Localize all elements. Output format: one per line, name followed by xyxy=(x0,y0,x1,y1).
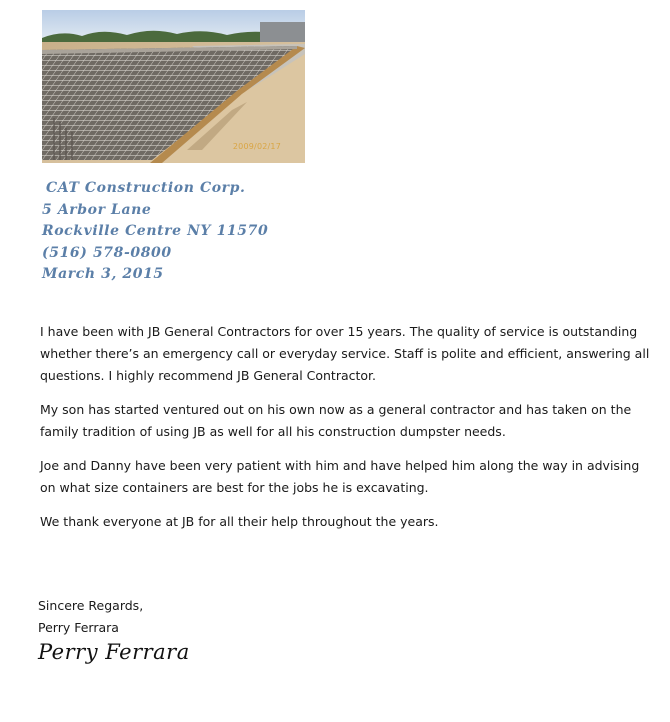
paragraph: Joe and Danny have been very patient with him and have helped him along the way in advising on what size containers are best for the jobs he is excavating. xyxy=(40,458,640,495)
street-address: 5 Arbor Lane xyxy=(42,201,152,218)
paragraph: We thank everyone at JB for all their help throughout the years. xyxy=(40,514,439,529)
letter-body xyxy=(40,321,654,545)
paragraph: My son has started ventured out on his own now as a general contractor and has taken on the family tradition of using JB as well for all his construction dumpster needs. xyxy=(40,402,632,439)
letterhead xyxy=(42,178,268,286)
phone-number: (516) 578-0800 xyxy=(42,244,172,261)
paragraph: I have been with JB General Contractors for over 15 years. The quality of service is outstanding whether there’s an emergency call or everyday service. Staff is polite and efficient, answering all questions. I highly recommend JB General Contractor. xyxy=(40,324,650,383)
closing xyxy=(38,595,143,639)
photo-date-stamp: 2009/02/17 xyxy=(232,142,281,151)
construction-photo xyxy=(42,10,305,163)
letter-date: March 3, 2015 xyxy=(42,266,164,282)
city-state-zip: Rockville Centre NY 11570 xyxy=(42,223,269,239)
handwritten-signature: Perry Ferrara xyxy=(38,640,190,664)
sender-name: Perry Ferrara xyxy=(38,620,119,635)
salutation: Sincere Regards, xyxy=(38,598,144,613)
company-name: CAT Construction Corp. xyxy=(46,180,246,196)
